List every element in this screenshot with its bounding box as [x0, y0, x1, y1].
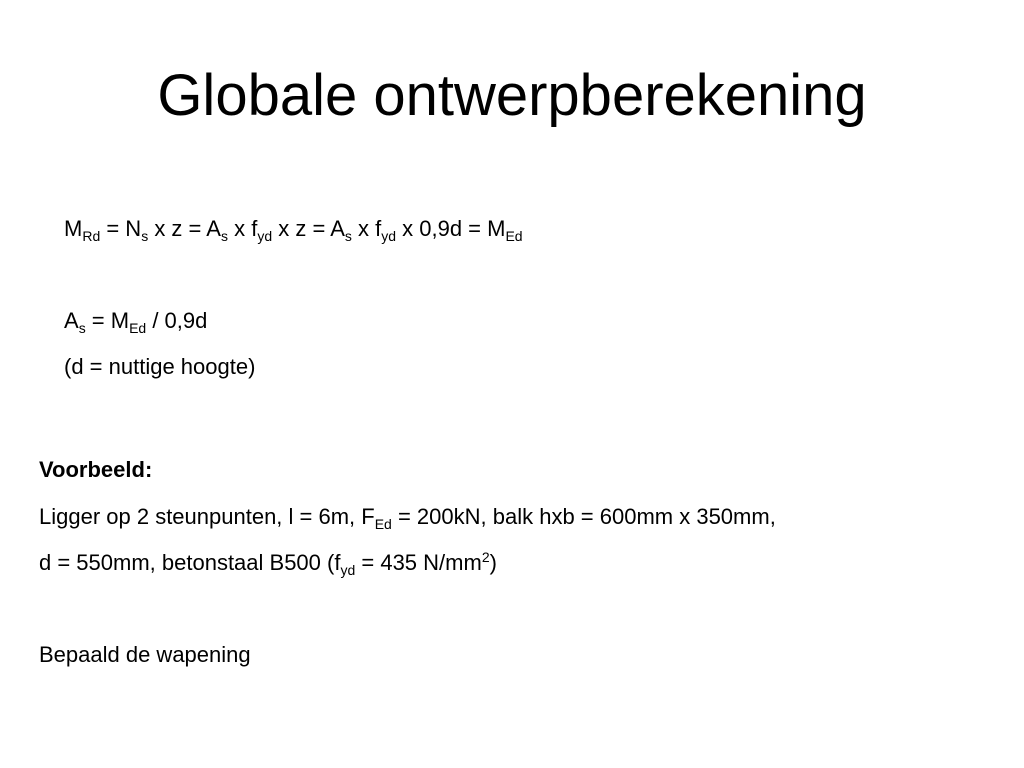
formula-text: x z = A [148, 216, 221, 241]
example-text: Ligger op 2 steunpunten, l = 6m, F [39, 504, 375, 529]
formula-subscript: Rd [82, 228, 101, 244]
formula-text: x f [227, 216, 258, 241]
example-superscript: 2 [481, 549, 490, 565]
formula-text: x z = A [272, 216, 345, 241]
formula-text: x 0,9d = M [396, 216, 506, 241]
formula-subscript: s [141, 228, 149, 244]
formula-subscript: yd [381, 228, 397, 244]
formula-subscript: s [78, 320, 86, 336]
formula-moment-resistance [64, 215, 523, 243]
formula-subscript: Ed [505, 228, 523, 244]
formula-text: = N [100, 216, 142, 241]
formula-text: = M [85, 308, 130, 333]
formula-text: x f [351, 216, 382, 241]
example-line-2 [39, 549, 497, 577]
slide-title: Globale ontwerpberekening [157, 63, 867, 128]
example-line-1 [39, 503, 776, 531]
example-text: = 200kN, balk hxb = 600mm x 350mm, [391, 504, 776, 529]
formula-reinforcement-area [64, 307, 207, 335]
formula-subscript: s [344, 228, 352, 244]
formula-subscript: yd [257, 228, 273, 244]
example-text: ) [489, 550, 497, 575]
formula-subscript: Ed [129, 320, 147, 336]
formula-note: (d = nuttige hoogte) [64, 354, 256, 379]
formula-text: / 0,9d [146, 308, 208, 333]
formula-text: M [64, 216, 83, 241]
formula-subscript: s [220, 228, 228, 244]
example-heading: Voorbeeld: [39, 457, 153, 482]
example-subscript: Ed [374, 516, 392, 532]
example-text: d = 550mm, betonstaal B500 (f [39, 550, 341, 575]
example-text: = 435 N/mm [355, 550, 482, 575]
example-subscript: yd [340, 562, 356, 578]
assignment-question: Bepaald de wapening [39, 642, 251, 667]
formula-text: A [64, 308, 79, 333]
